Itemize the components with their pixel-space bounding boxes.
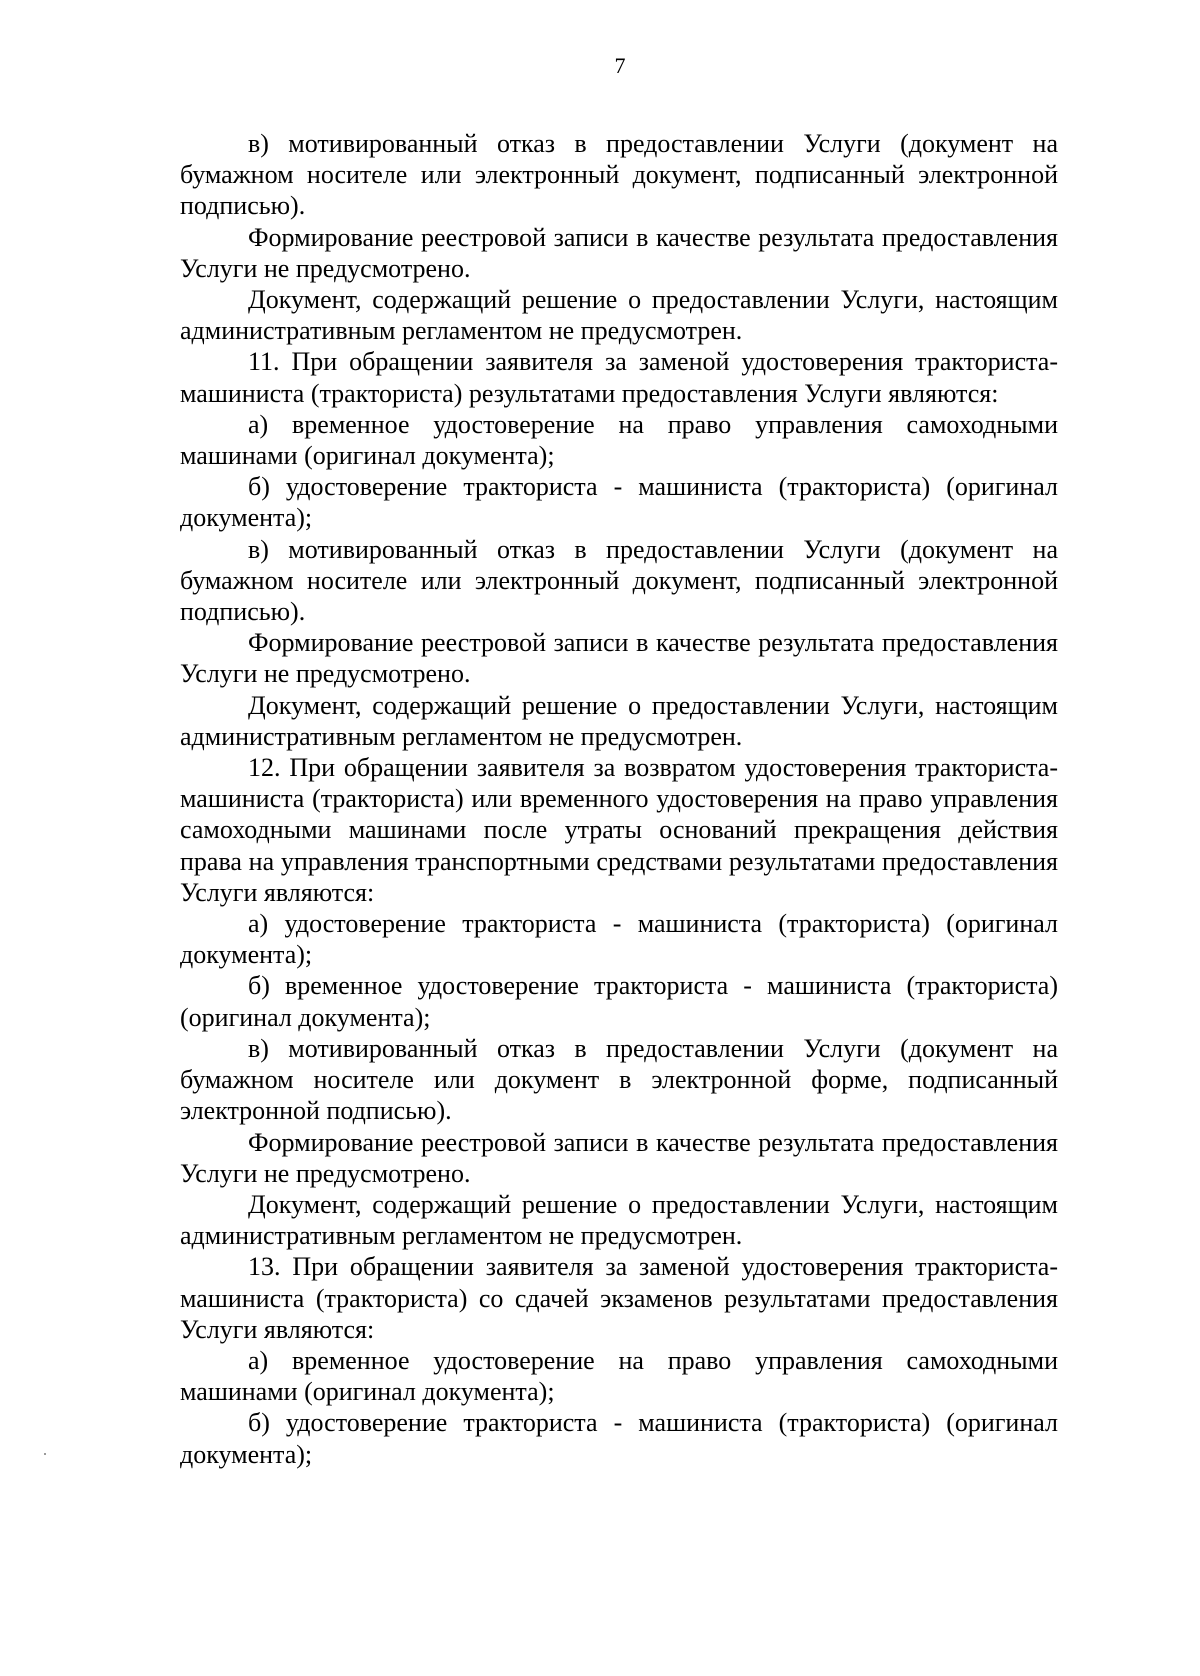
paragraph-registry-record-2: Формирование реестровой записи в качестве результата предоставления Услуги не предусмотрено. bbox=[180, 628, 1058, 689]
paragraph-decision-document-1: Документ, содержащий решение о предоставлении Услуги, настоящим административным регламентом не предусмотрен. bbox=[180, 285, 1058, 346]
paragraph-decision-document-3: Документ, содержащий решение о предоставлении Услуги, настоящим административным регламентом не предусмотрен. bbox=[180, 1189, 1058, 1251]
paragraph-item-12-b: б) временное удостоверение тракториста - машиниста (тракториста) (оригинал документа); bbox=[180, 971, 1058, 1032]
paragraph-item-12-v: в) мотивированный отказ в предоставлении Услуги (документ на бумажном носителе или документ в электронной форме, подписанный электронной подписью). bbox=[180, 1033, 1058, 1126]
paragraph-item-11: 11. При обращении заявителя за заменой удостоверения тракториста-машиниста (тракториста) результатами предоставления Услуги являются: bbox=[180, 347, 1058, 408]
page-number: 7 bbox=[614, 53, 626, 78]
paragraph-item-11-v: в) мотивированный отказ в предоставлении Услуги (документ на бумажном носителе или электронный документ, подписанный электронной подписью). bbox=[180, 534, 1058, 627]
paragraph-v-refusal-1: в) мотивированный отказ в предоставлении Услуги (документ на бумажном носителе или электронный документ, подписанный электронной подписью). bbox=[180, 129, 1058, 221]
paragraph-item-11-b: б) удостоверение тракториста - машиниста (тракториста) (оригинал документа); bbox=[180, 472, 1058, 533]
paragraph-item-11-a: а) временное удостоверение на право управления самоходными машинами (оригинал документа); bbox=[180, 409, 1058, 471]
paragraph-item-12: 12. При обращении заявителя за возвратом удостоверения тракториста-машиниста (тракториста) или временного удостоверения на право управления самоходными машинами после утраты оснований прекращения действия права на управления транспортными средствами результатами предоставления Услуги являются: bbox=[180, 753, 1058, 907]
scan-speck bbox=[44, 1453, 46, 1455]
paragraph-registry-record-1: Формирование реестровой записи в качестве результата предоставления Услуги не предусмотрено. bbox=[180, 222, 1058, 283]
paragraph-item-12-a: а) удостоверение тракториста - машиниста (тракториста) (оригинал документа); bbox=[180, 909, 1058, 970]
document-body bbox=[180, 128, 1058, 1470]
paragraph-item-13: 13. При обращении заявителя за заменой удостоверения тракториста-машиниста (тракториста) со сдачей экзаменов результатами предоставления Услуги являются: bbox=[180, 1252, 1058, 1344]
paragraph-item-13-b: б) удостоверение тракториста - машиниста (тракториста) (оригинал документа); bbox=[180, 1408, 1058, 1469]
paragraph-registry-record-3: Формирование реестровой записи в качестве результата предоставления Услуги не предусмотрено. bbox=[180, 1127, 1058, 1188]
paragraph-decision-document-2: Документ, содержащий решение о предоставлении Услуги, настоящим административным регламентом не предусмотрен. bbox=[180, 690, 1058, 751]
paragraph-item-13-a: а) временное удостоверение на право управления самоходными машинами (оригинал документа); bbox=[180, 1345, 1058, 1407]
